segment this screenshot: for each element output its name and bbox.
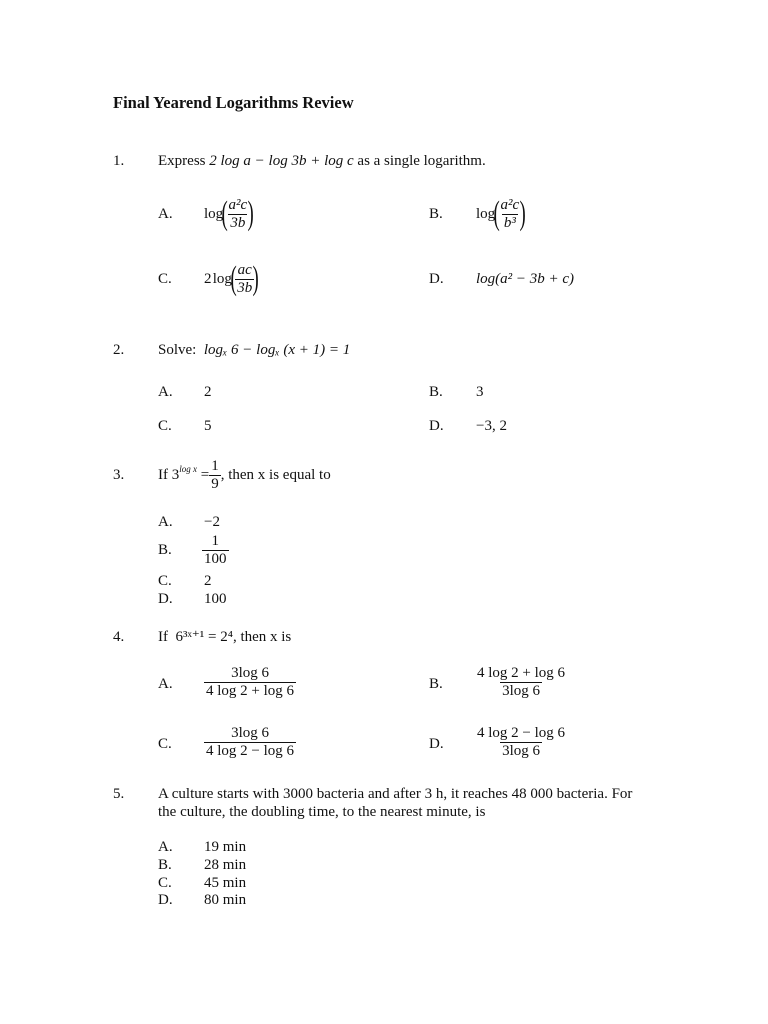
option-value: 5 — [204, 418, 212, 434]
option-fraction — [475, 725, 567, 760]
denominator: 3log 6 — [502, 683, 540, 699]
fraction — [227, 197, 250, 232]
numerator: 3log 6 — [231, 665, 269, 681]
fraction — [204, 665, 296, 700]
right-paren: ) — [247, 195, 254, 232]
prompt-math: 2 log a − log 3b + log c — [209, 153, 354, 169]
log-function: log — [204, 206, 224, 222]
prompt-fraction — [209, 458, 221, 493]
prompt-math: 6³ˣ⁺¹ = 2⁴ — [175, 629, 233, 645]
option-letter: A. — [158, 839, 173, 855]
denominator: 9 — [211, 475, 219, 492]
prompt-text: as a single logarithm. — [357, 153, 486, 169]
option-fraction — [475, 665, 567, 700]
fraction — [204, 725, 296, 760]
option-letter: B. — [158, 542, 172, 558]
denominator: 3b — [230, 214, 246, 231]
question-prompt — [158, 628, 291, 646]
option-value: 2 — [204, 384, 212, 400]
option-letter: C. — [158, 736, 172, 752]
left-paren: ( — [230, 260, 237, 297]
prompt-text: , then x is — [232, 629, 292, 645]
option-letter: A. — [158, 206, 173, 222]
option-letter: D. — [429, 271, 444, 287]
question-number: 4. — [113, 629, 125, 645]
option-value: −2 — [204, 514, 220, 530]
option-a-1 — [204, 192, 252, 236]
numerator: a²c — [228, 196, 248, 213]
option-value: 100 — [204, 591, 227, 607]
option-fraction — [202, 533, 229, 568]
option-value: 2 — [204, 573, 212, 589]
prompt-equals: = — [200, 467, 210, 483]
right-paren: ) — [519, 195, 526, 232]
question-number: 5. — [113, 786, 125, 802]
question-prompt — [158, 152, 486, 170]
option-fraction — [204, 665, 296, 700]
denominator: 4 log 2 − log 6 — [206, 743, 295, 759]
numerator: 4 log 2 − log 6 — [477, 725, 566, 741]
numerator: 4 log 2 + log 6 — [477, 665, 566, 681]
option-letter: C. — [158, 875, 172, 891]
option-c-1 — [204, 257, 258, 301]
prompt-text: Solve: — [158, 342, 197, 358]
option-letter: B. — [429, 206, 443, 222]
option-letter: D. — [158, 591, 173, 607]
fraction — [475, 665, 567, 700]
option-letter: A. — [158, 676, 173, 692]
denominator: 3b — [237, 279, 253, 296]
option-letter: B. — [429, 676, 443, 692]
numerator: 1 — [211, 457, 219, 474]
fraction — [475, 725, 567, 760]
denominator: 3log 6 — [502, 743, 540, 759]
option-letter: D. — [429, 418, 444, 434]
option-value: 45 min — [204, 875, 247, 891]
option-b-1 — [476, 192, 524, 236]
numerator: a²c — [500, 196, 520, 213]
question-prompt-line: A culture starts with 3000 bacteria and after 3 h, it reaches 48 000 bacteria. For — [158, 786, 633, 802]
coefficient: 2 — [204, 271, 212, 287]
option-fraction — [204, 725, 296, 760]
option-letter: C. — [158, 418, 172, 434]
fraction — [499, 197, 522, 232]
denominator: 100 — [204, 551, 227, 567]
option-letter: A. — [158, 384, 173, 400]
question-number: 3. — [113, 467, 125, 483]
right-paren: ) — [252, 260, 260, 297]
question-prompt: If 3 $^{log x}$ = $\frac{1}{9}$ , then x is equal to — [158, 457, 331, 492]
page-title: Final Yearend Logarithms Review — [113, 93, 354, 112]
fraction — [235, 262, 254, 297]
fraction — [202, 533, 229, 568]
question-prompt-line: the culture, the doubling time, to the nearest minute, is — [158, 804, 486, 820]
option-letter: D. — [429, 736, 444, 752]
option-letter: B. — [158, 857, 172, 873]
option-letter: A. — [158, 514, 173, 530]
numerator: ac — [237, 261, 252, 278]
log-function: log — [476, 206, 496, 222]
option-letter: D. — [158, 892, 173, 908]
prompt-text: If 3 — [158, 467, 180, 483]
question-number: 2. — [113, 342, 125, 358]
numerator: 3log 6 — [231, 725, 269, 741]
question-prompt — [158, 341, 350, 359]
left-paren: ( — [221, 195, 228, 232]
denominator: 4 log 2 + log 6 — [206, 683, 295, 699]
prompt-text: If — [158, 629, 168, 645]
prompt-text: , then x is equal to — [220, 467, 331, 483]
left-paren: ( — [493, 195, 500, 232]
option-letter: B. — [429, 384, 443, 400]
option-d-1: log(a² − 3b + c) — [476, 271, 575, 287]
option-value: 28 min — [204, 857, 247, 873]
numerator: 1 — [211, 533, 219, 549]
option-value: −3, 2 — [476, 418, 507, 434]
question-number: 1. — [113, 153, 125, 169]
option-value: 80 min — [204, 892, 247, 908]
prompt-math: logₓ 6 − logₓ (x + 1) = 1 — [203, 342, 351, 358]
option-letter: C. — [158, 271, 172, 287]
denominator: b³ — [503, 214, 516, 231]
option-value: 3 — [476, 384, 484, 400]
prompt-text: Express — [158, 153, 206, 169]
option-value: 19 min — [204, 839, 247, 855]
option-letter: C. — [158, 573, 172, 589]
log-function: log — [212, 271, 232, 287]
